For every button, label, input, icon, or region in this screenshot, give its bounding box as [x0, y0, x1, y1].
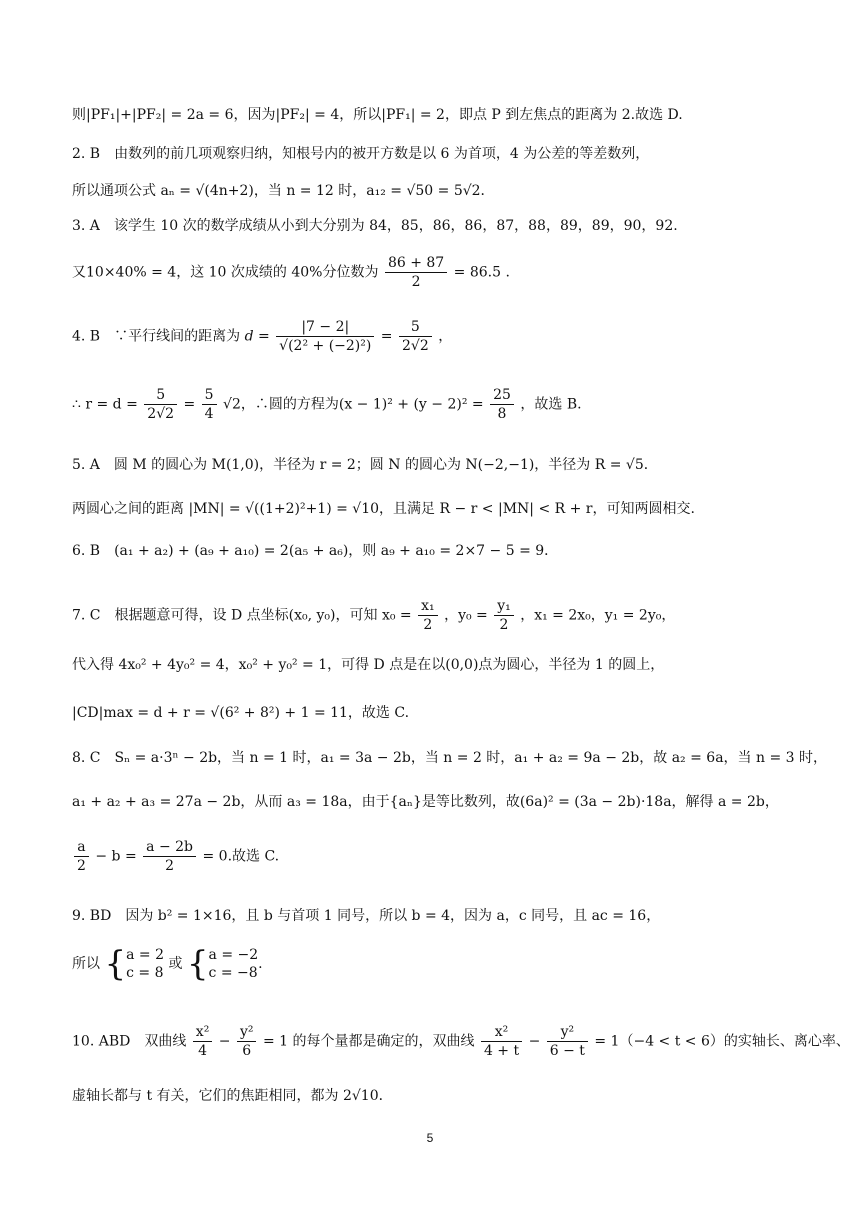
fraction: [385, 254, 447, 291]
numerator: x₁: [418, 597, 438, 616]
line5-text: 又10×40% = 4，这 10 次成绩的 40%分位数为: [72, 264, 379, 281]
fraction: [494, 597, 514, 634]
line7-text: ∴ r = d =: [72, 396, 138, 413]
text-line-6: 4. B ∵平行线间的距离为 d = $\frac{|7 - 2|}{\text{√(2² + (−2)²)}}$ = $\frac{5}{2√2}$ ，: [72, 319, 453, 354]
text-line-16: [72, 838, 800, 875]
denominator: 4 + t: [483, 1043, 520, 1059]
line16-part-b: − b =: [95, 848, 137, 865]
system-row: a = 2: [126, 947, 164, 963]
fraction: [481, 1023, 522, 1060]
numerator: 86 + 87: [385, 254, 447, 273]
text-line-12: 代入得 4x₀² + 4y₀² = 4，x₀² + y₀² = 1，可得 D 点是在以(0,0)点为圆心，半径为 1 的圆上，: [72, 657, 665, 673]
system-row: c = −8: [208, 965, 258, 981]
text-line-20: 虚轴长都与 t 有关，它们的焦距相同，都为 2√10．: [72, 1088, 393, 1104]
line6-tail: ，: [438, 328, 453, 345]
numerator: 5: [399, 318, 432, 337]
text-line-9: 两圆心之间的距离 |MN| = √((1+2)²+1) = √10，且满足 R − r < |MN| < R + r，可知两圆相交.: [72, 501, 695, 517]
text-line-1: 则|PF₁|+|PF₂| = 2a = 6，因为|PF₂| = 4，所以|PF₁| = 2，即点 P 到左焦点的距离为 2.故选 D.: [72, 107, 683, 123]
equation-system: [126, 946, 164, 982]
denominator: 6: [242, 1043, 252, 1059]
denominator: 2: [77, 858, 86, 874]
denominator: 4: [204, 406, 214, 422]
equals: =: [183, 396, 196, 413]
fraction: [399, 318, 432, 355]
line7-tail: ，故选 B.: [520, 396, 582, 413]
text-line-7: [72, 386, 800, 423]
numerator: 5: [202, 386, 217, 405]
numerator: y²: [237, 1023, 257, 1042]
equals: =: [380, 328, 393, 345]
text-line-2: 2. B 由数列的前几项观察归纳，知根号内的被开方数是以 6 为首项，4 为公差的等差数列，: [72, 146, 650, 162]
line19-part-b: = 1 的每个量都是确定的，双曲线: [262, 1033, 475, 1050]
minus: −: [218, 1033, 231, 1050]
fraction: [144, 386, 177, 423]
text-line-5: [72, 254, 800, 291]
fraction: [418, 597, 438, 634]
denominator: 2: [499, 617, 509, 633]
system-row: a = −2: [208, 947, 259, 963]
line19-text: 10. ABD 双曲线: [72, 1033, 187, 1050]
numerator: x²: [481, 1023, 522, 1042]
var-d: d: [244, 328, 254, 345]
denominator: 4: [198, 1043, 208, 1059]
text-line-8: 5. A 圆 M 的圆心为 M(1,0)，半径为 r = 2；圆 N 的圆心为 N(−2,−1)，半径为 R = √5．: [72, 457, 658, 473]
denominator: 2: [165, 858, 175, 874]
numerator: x²: [193, 1023, 213, 1042]
line6-text: 4. B ∵平行线间的距离为: [72, 328, 241, 345]
fraction: [74, 838, 89, 875]
denominator: 8: [497, 406, 507, 422]
line11-text: 7. C 根据题意可得，设 D 点坐标(x₀, y₀)，可知: [72, 607, 378, 624]
system-row: c = 8: [126, 965, 164, 981]
denominator: 2√2: [147, 406, 175, 422]
line16-text: .故选 C.: [227, 848, 280, 865]
line19-part-c: = 1（−4 < t < 6）的实轴长、离心率、: [594, 1033, 850, 1050]
line16-part-c: = 0: [202, 848, 228, 865]
denominator: 2: [411, 274, 421, 290]
fraction: [237, 1023, 257, 1060]
numerator: y₁: [494, 597, 514, 616]
equation-system: [209, 946, 259, 982]
numerator: a: [74, 838, 89, 857]
denominator: 6 − t: [549, 1043, 585, 1059]
fraction: [547, 1023, 588, 1060]
text-line-17: 9. BD 因为 b² = 1×16，且 b 与首项 1 同号，所以 b = 4，因为 a，c 同号，且 ac = 16，: [72, 908, 661, 924]
brace-left: {: [104, 944, 127, 984]
line18-end: .: [258, 956, 263, 972]
fraction: [490, 386, 514, 423]
line5-tail: = 86.5 .: [453, 264, 510, 281]
denominator: 2√2: [401, 338, 429, 354]
denominator: √(2² + (−2)²): [279, 338, 372, 354]
page-number: 5: [426, 1131, 434, 1145]
numerator: y²: [547, 1023, 588, 1042]
or-word: 或: [168, 956, 183, 972]
text-line-15: a₁ + a₂ + a₃ = 27a − 2b，从而 a₃ = 18a，由于{aₙ}是等比数列，故(6a)² = (3a − 2b)·18a，解得 a = 2b，: [72, 794, 779, 810]
text-line-13: |CD|max = d + r = √(6² + 8²) + 1 = 11，故选 C.: [72, 705, 410, 721]
line7-middle: √2，∴圆的方程为(x − 1)² + (y − 2)² =: [223, 396, 484, 413]
numerator: |7 − 2|: [276, 318, 374, 337]
fraction: [202, 386, 217, 423]
brace-left: {: [186, 944, 209, 984]
line11-part-c: ，x₁ = 2x₀，y₁ = 2y₀，: [520, 607, 676, 624]
numerator: 25: [490, 386, 514, 405]
text-line-14: 8. C Sₙ = a·3ⁿ − 2b，当 n = 1 时，a₁ = 3a − 2b，当 n = 2 时，a₁ + a₂ = 9a − 2b，故 a₂ = 6a，当 n = 3 时，: [72, 750, 827, 766]
fraction: [193, 1023, 213, 1060]
numerator: a − 2b: [143, 838, 196, 857]
fraction: [143, 838, 196, 875]
numerator: 5: [144, 386, 177, 405]
text-line-10: 6. B (a₁ + a₂) + (a₉ + a₁₀) = 2(a₅ + a₆)，则 a₉ + a₁₀ = 2×7 − 5 = 9．: [72, 543, 559, 559]
text-line-18: [72, 946, 800, 982]
line11-part-b: ，y₀ =: [444, 607, 488, 624]
text-line-4: 3. A 该学生 10 次的数学成绩从小到大分别为 84，85，86，86，87，88，89，89，90，92.: [72, 218, 678, 234]
fraction: [276, 318, 374, 355]
minus: −: [528, 1033, 541, 1050]
denominator: 2: [423, 617, 433, 633]
text-line-19: [72, 1023, 850, 1060]
line18-text: 所以: [72, 956, 100, 972]
text-line-3: 所以通项公式 aₙ = √(4n+2)，当 n = 12 时，a₁₂ = √50 = 5√2．: [72, 183, 495, 199]
line11-part-a: x₀ =: [381, 607, 412, 624]
text-line-11: [72, 597, 800, 634]
